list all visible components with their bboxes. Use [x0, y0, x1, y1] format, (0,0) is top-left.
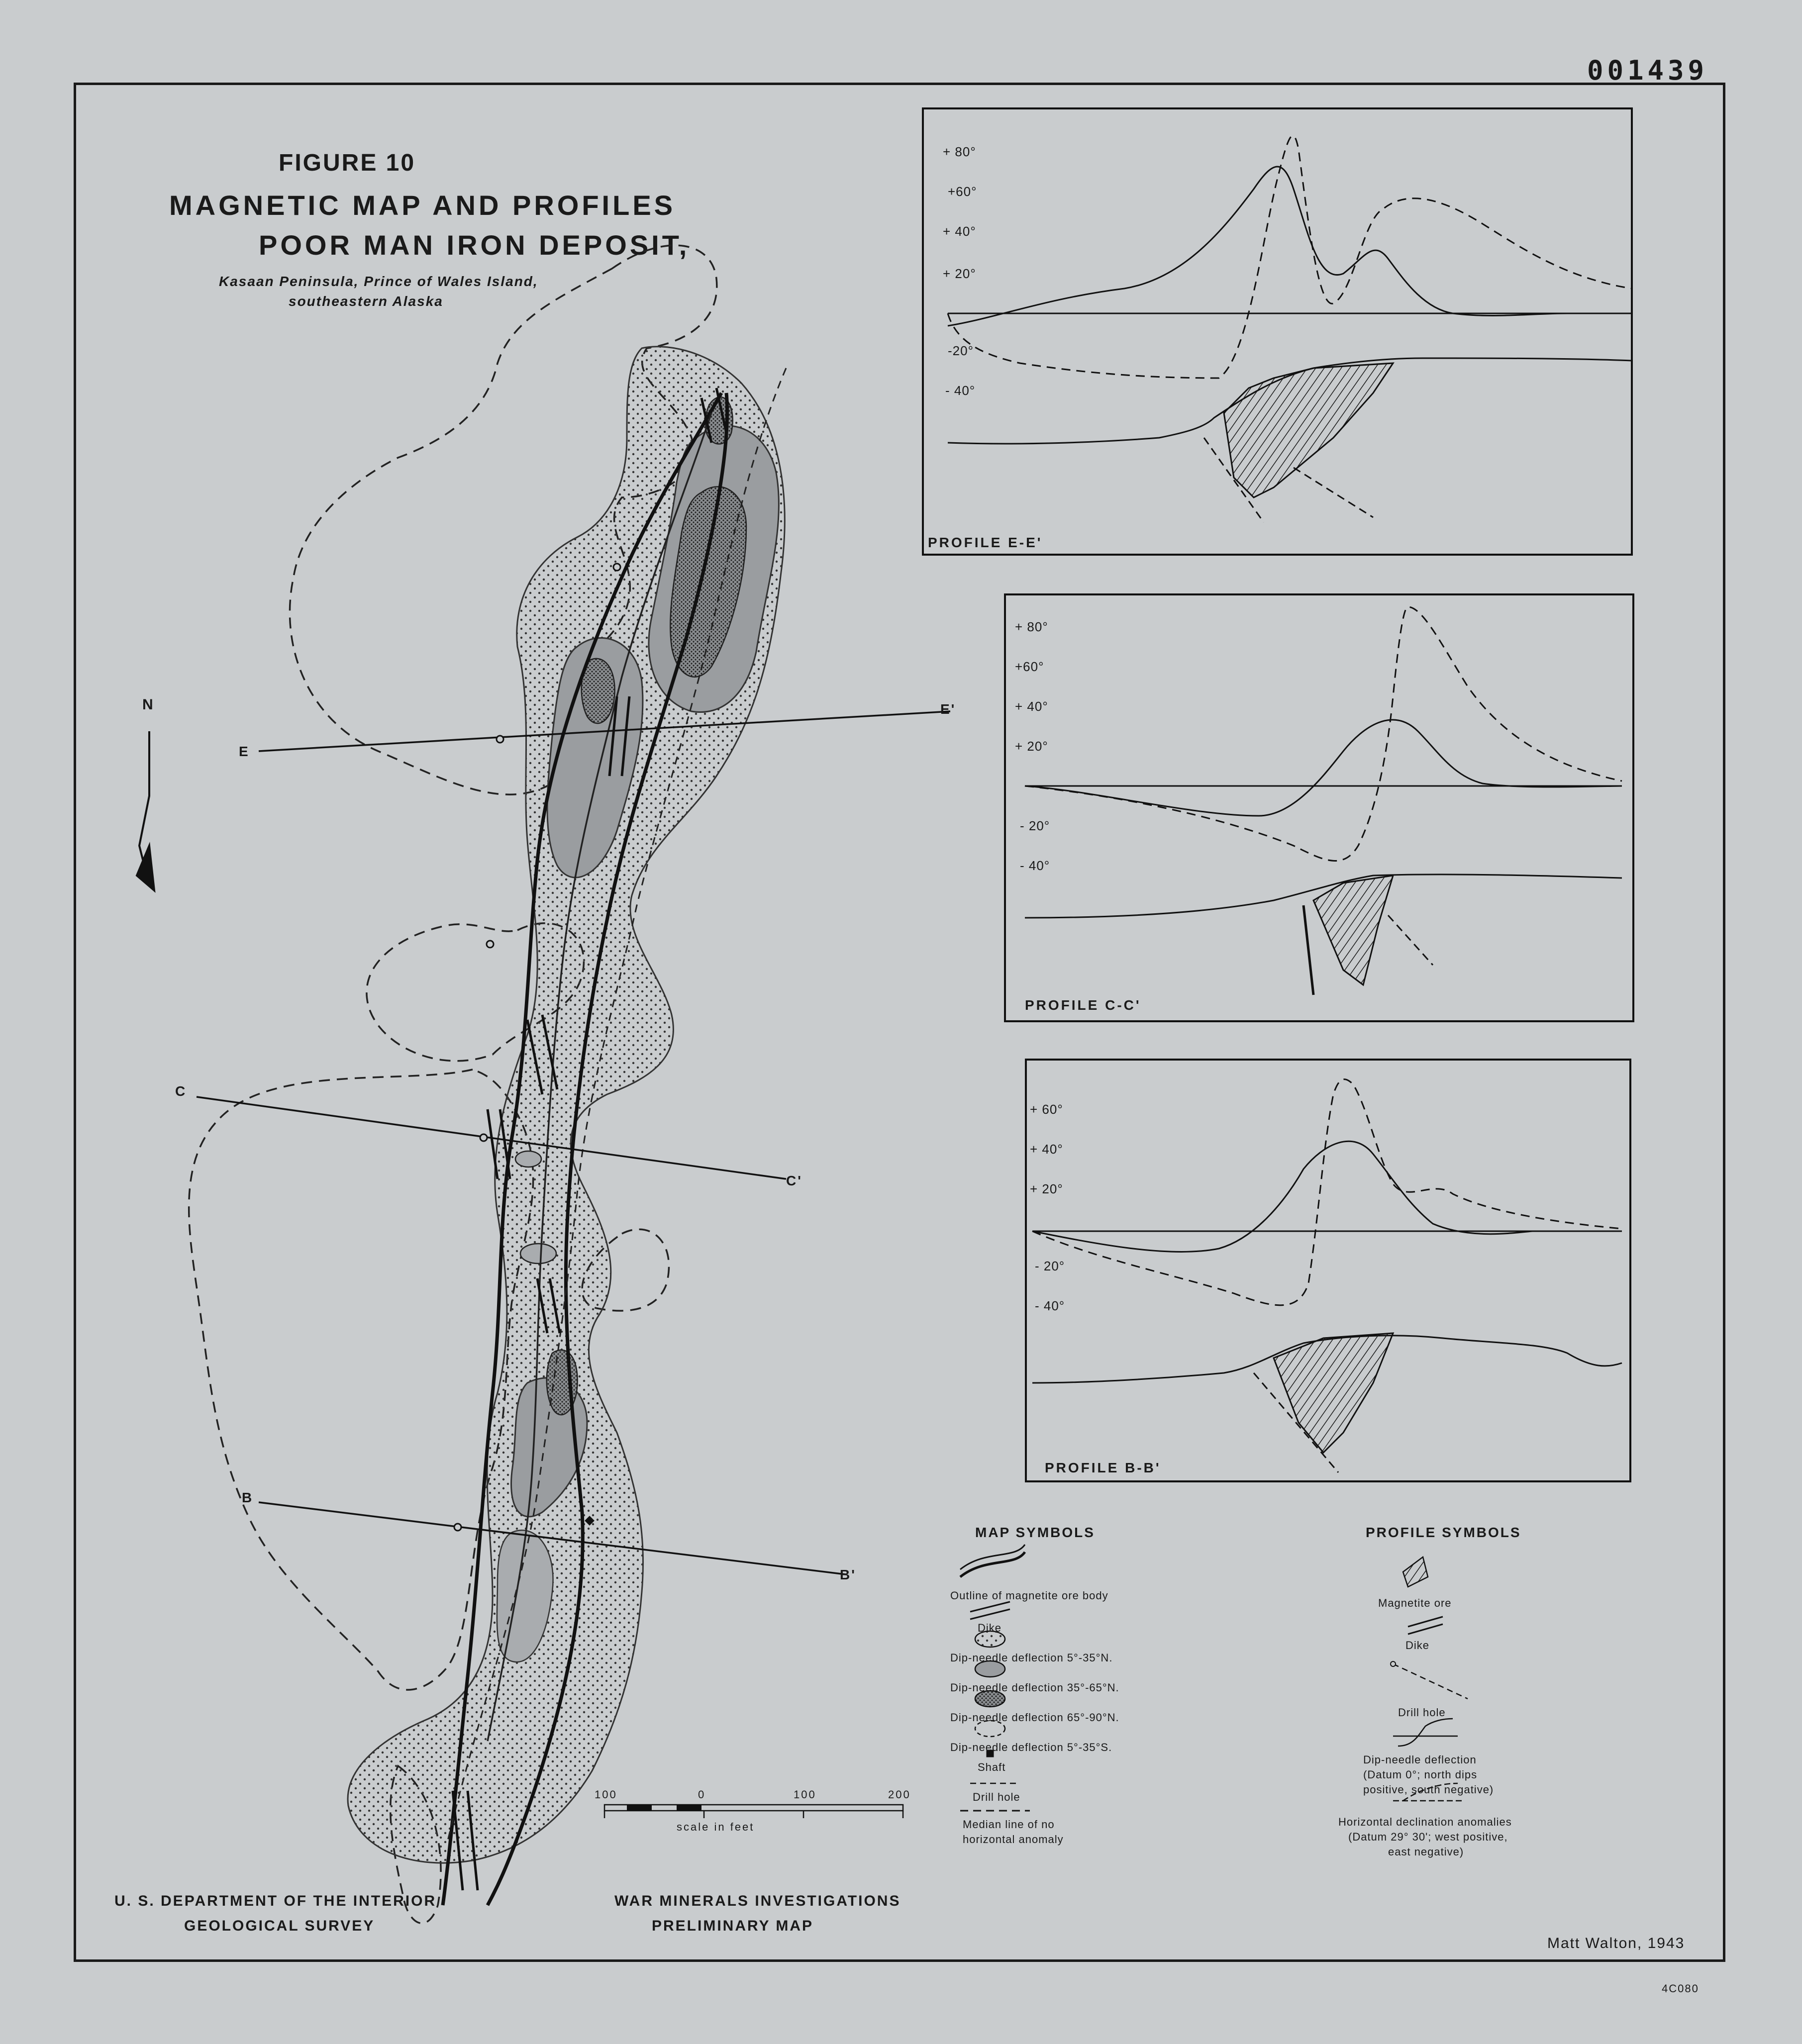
profile-c-label: PROFILE C-C': [1025, 997, 1141, 1013]
legend-declination: Horizontal declination anomalies: [1338, 1816, 1512, 1828]
figure-number: FIGURE 10: [279, 150, 416, 176]
map-symbols-heading: MAP SYMBOLS: [975, 1525, 1095, 1540]
profile-c-graphic: [1005, 594, 1633, 1021]
legend-dip-35-65n: Dip-needle deflection 35°-65°N.: [950, 1681, 1119, 1694]
drill-hole-b: [454, 1524, 461, 1531]
legend-profile-drill-hole: Drill hole: [1398, 1706, 1446, 1719]
legend-dip-65-90n: Dip-needle deflection 65°-90°N.: [950, 1711, 1119, 1724]
profile-c-tick: - 40°: [1020, 858, 1050, 873]
dip-oval-1: [515, 1151, 541, 1167]
author-credit: Matt Walton, 1943: [1547, 1935, 1685, 1951]
legend-dip-deflection: Dip-needle deflection: [1363, 1753, 1477, 1766]
section-label-c: C: [175, 1083, 187, 1099]
legend-dip-datum: (Datum 0°; north dips: [1363, 1768, 1478, 1781]
profile-c-tick: +60°: [1015, 659, 1044, 674]
scale-bar-graphic: [604, 1805, 903, 1818]
profile-e-tick: -20°: [948, 343, 974, 358]
legend-dip-5-35n: Dip-needle deflection 5°-35°N.: [950, 1652, 1113, 1664]
agency-line1: U. S. DEPARTMENT OF THE INTERIOR: [114, 1893, 437, 1909]
profile-e-tick: - 40°: [945, 383, 976, 398]
legend-median-line: Median line of no: [963, 1818, 1055, 1831]
legend-magnetite-ore: Magnetite ore: [1378, 1597, 1452, 1609]
north-arrow-graphic: [137, 731, 154, 890]
profile-e-tick: +60°: [948, 184, 977, 199]
legend-profile-dike: Dike: [1405, 1639, 1430, 1652]
profile-b-tick: - 20°: [1035, 1259, 1065, 1273]
section-label-e-prime: E': [940, 701, 956, 717]
legend-dike: Dike: [978, 1622, 1002, 1634]
scale-tick: 100: [794, 1788, 816, 1801]
profile-b-tick: + 20°: [1030, 1181, 1063, 1196]
drill-hole-mid: [487, 941, 494, 948]
catalog-number: 4C080: [1662, 1982, 1699, 1995]
scale-tick: 100: [595, 1788, 617, 1801]
profile-b-tick: + 40°: [1030, 1142, 1063, 1157]
scale-tick: 200: [888, 1788, 911, 1801]
profile-c-tick: - 20°: [1020, 818, 1050, 833]
dip-oval-2: [520, 1244, 556, 1264]
location-line2: southeastern Alaska: [289, 293, 443, 309]
profile-b-label: PROFILE B-B': [1045, 1460, 1161, 1475]
series-line2: PRELIMINARY MAP: [652, 1918, 814, 1934]
profile-c-tick: + 80°: [1015, 619, 1048, 634]
profile-b-graphic: [1026, 1060, 1630, 1481]
section-label-c-prime: C': [786, 1173, 802, 1188]
profile-symbols-heading: PROFILE SYMBOLS: [1366, 1525, 1521, 1540]
legend-declination-sign: east negative): [1388, 1846, 1464, 1858]
section-label-b-prime: B': [840, 1567, 856, 1582]
series-line1: WAR MINERALS INVESTIGATIONS: [614, 1893, 901, 1909]
profile-e-label: PROFILE E-E': [928, 535, 1043, 550]
legend-declination-datum: (Datum 29° 30'; west positive,: [1348, 1831, 1508, 1843]
profile-e-tick: + 40°: [943, 224, 976, 239]
legend-ore-outline: Outline of magnetite ore body: [950, 1589, 1108, 1602]
legend-drill-hole: Drill hole: [973, 1791, 1020, 1803]
profile-e-tick: + 20°: [943, 266, 976, 281]
profile-c-tick: + 40°: [1015, 699, 1048, 714]
drill-hole-n: [613, 564, 620, 571]
dip-south-outline-west: [189, 1070, 533, 1690]
agency-line2: GEOLOGICAL SURVEY: [184, 1918, 375, 1934]
drill-hole-c: [480, 1134, 487, 1141]
profile-b-tick: + 60°: [1030, 1102, 1063, 1117]
section-label-b: B: [242, 1490, 254, 1505]
scale-tick: 0: [698, 1788, 706, 1801]
profile-e-graphic: [923, 108, 1632, 555]
section-label-e: E: [239, 744, 250, 759]
map-title-line2: POOR MAN IRON DEPOSIT,: [259, 229, 690, 261]
legend-dip-sign: positive, south negative): [1363, 1783, 1494, 1796]
legend-dip-5-35s: Dip-needle deflection 5°-35°S.: [950, 1741, 1112, 1753]
legend-median-line-2: horizontal anomaly: [963, 1833, 1064, 1846]
profile-b-tick: - 40°: [1035, 1298, 1065, 1313]
legend-shaft: Shaft: [978, 1761, 1006, 1773]
profile-e-tick: + 80°: [943, 144, 976, 159]
profile-c-tick: + 20°: [1015, 739, 1048, 754]
north-label: N: [142, 696, 155, 713]
drill-hole-e: [497, 736, 503, 743]
scale-caption: scale in feet: [677, 1821, 755, 1833]
map-title: MAGNETIC MAP AND PROFILES: [169, 190, 676, 221]
sheet-number: 001439: [1587, 55, 1708, 86]
location-line1: Kasaan Peninsula, Prince of Wales Island,: [219, 274, 538, 289]
